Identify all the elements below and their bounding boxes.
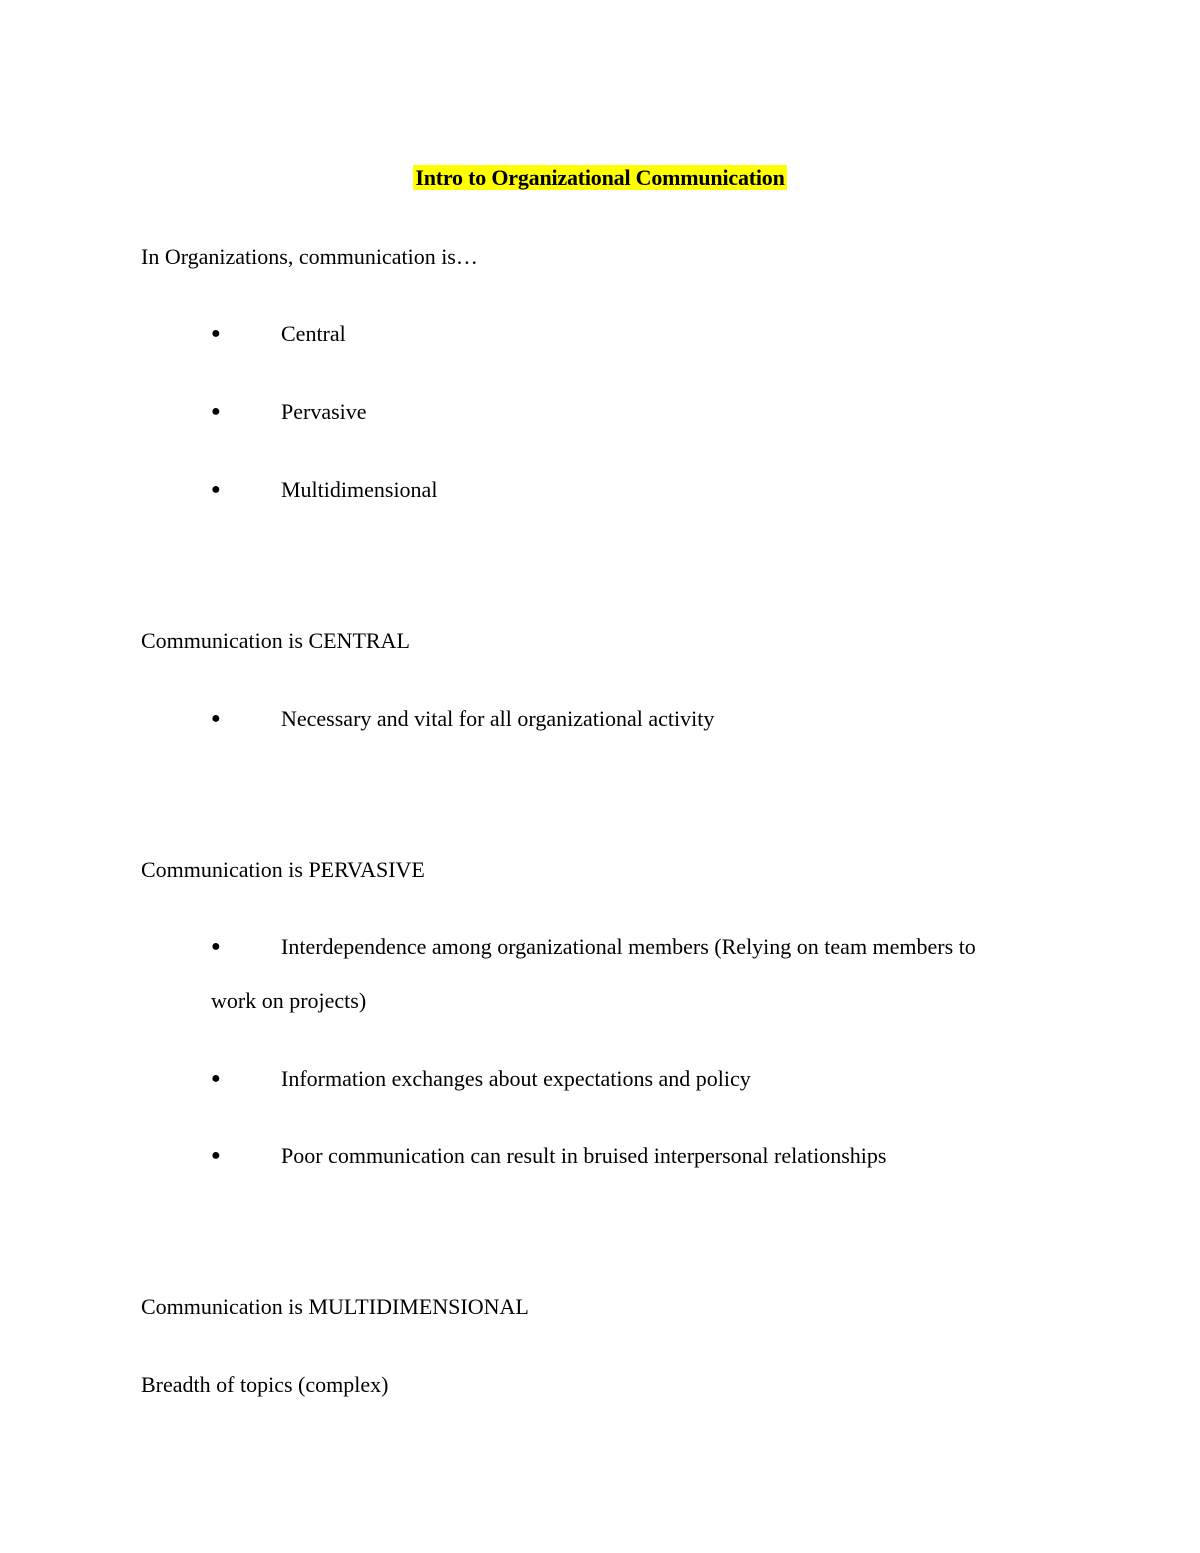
title-highlight: Intro to Organizational Communication [415, 165, 785, 190]
section-heading-multidimensional: Communication is MULTIDIMENSIONAL [141, 1294, 529, 1319]
bullet-icon: ● [211, 710, 221, 727]
list-item-text: Necessary and vital for all organizational activity [281, 706, 715, 731]
intro-paragraph: In Organizations, communication is… [141, 244, 478, 269]
list-item [211, 704, 714, 734]
list-item [211, 1141, 886, 1171]
list-item [211, 932, 976, 962]
list-item [211, 475, 437, 505]
list-item [211, 397, 367, 427]
list-item [211, 319, 346, 349]
document-title [0, 160, 1200, 196]
list-item-text: Central [281, 321, 346, 346]
list-item-text: Multidimensional [281, 477, 438, 502]
section-heading-central: Communication is CENTRAL [141, 628, 410, 653]
section-heading-pervasive: Communication is PERVASIVE [141, 857, 425, 882]
bullet-icon: ● [211, 938, 221, 955]
bullet-icon: ● [211, 325, 221, 342]
bullet-icon: ● [211, 403, 221, 420]
list-item [211, 1064, 751, 1094]
bullet-icon: ● [211, 1070, 221, 1087]
list-item-text: Interdependence among organizational members (Relying on team members to [281, 934, 976, 959]
list-item-text: Pervasive [281, 399, 367, 424]
bullet-icon: ● [211, 1147, 221, 1164]
bullet-icon: ● [211, 481, 221, 498]
list-item-continuation: work on projects) [211, 988, 367, 1013]
breadth-paragraph: Breadth of topics (complex) [141, 1372, 389, 1397]
list-item-text: Poor communication can result in bruised interpersonal relationships [281, 1143, 887, 1168]
list-item-text: Information exchanges about expectations and policy [281, 1066, 751, 1091]
